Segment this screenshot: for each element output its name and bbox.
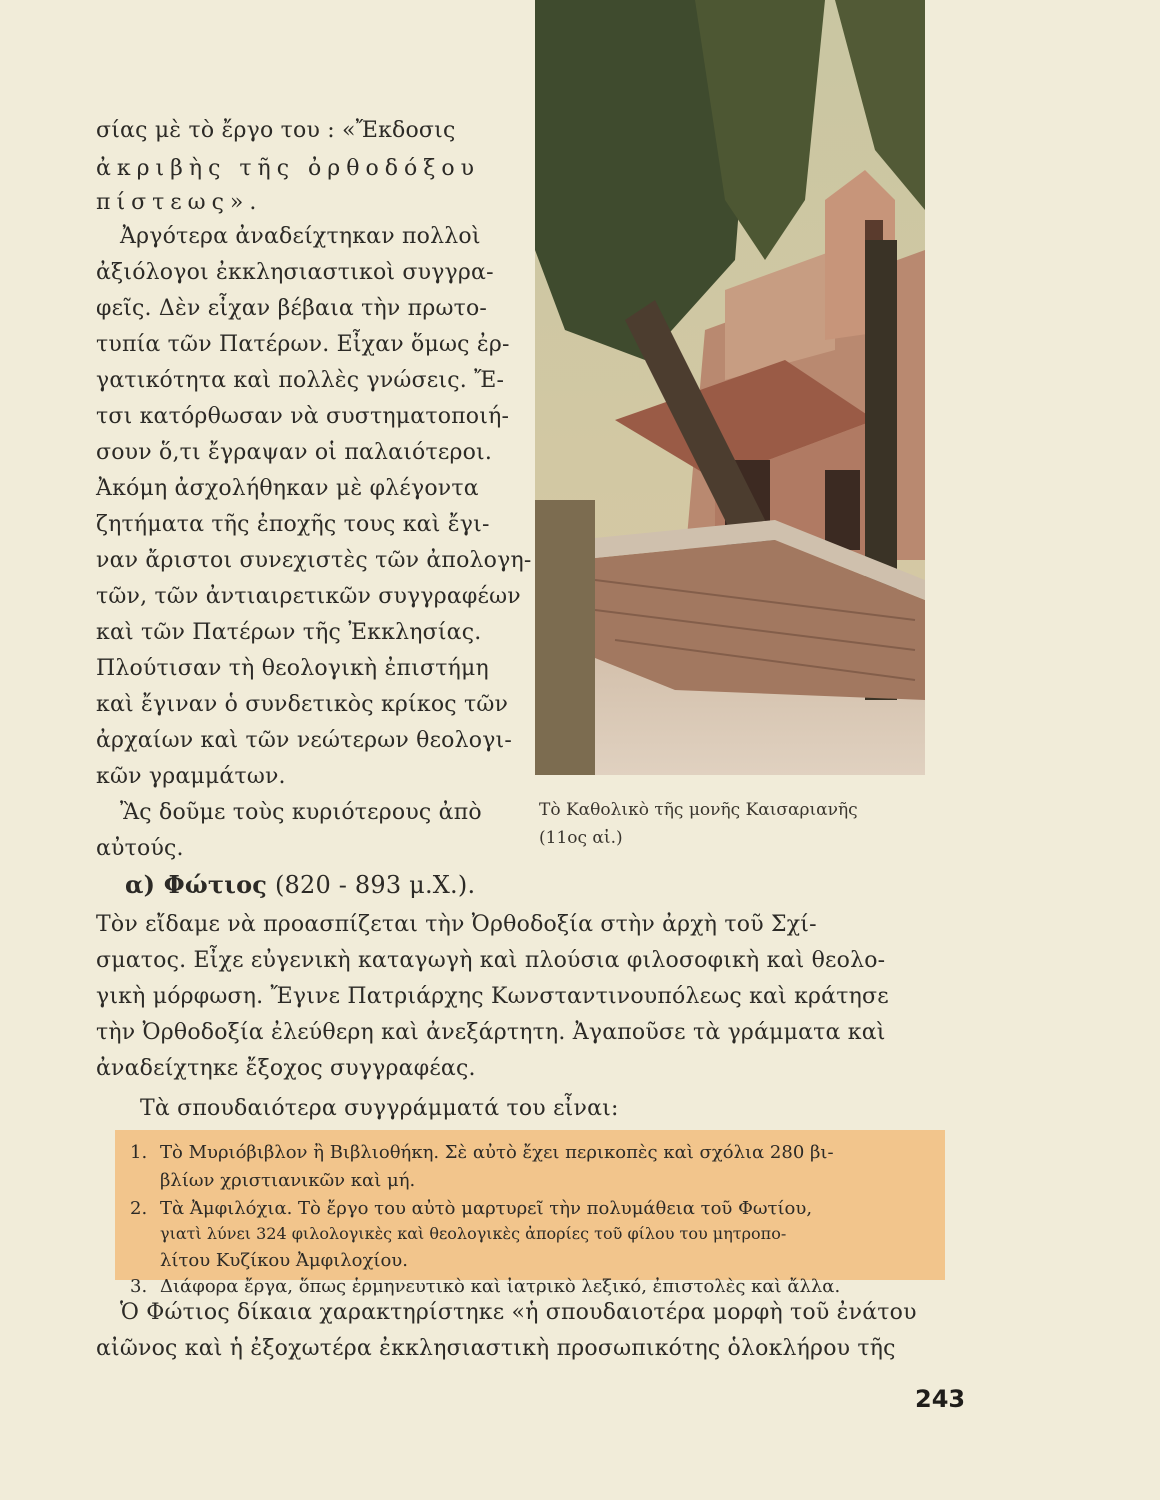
- photo-caption-date: (11ος αἰ.): [539, 828, 623, 848]
- column-line: Ἀκόμη ἀσχολήθηκαν μὲ φλέγοντα: [96, 476, 479, 501]
- monastery-illustration: [535, 0, 925, 775]
- photo-caption: Τὸ Καθολικὸ τῆς μονῆς Καισαριανῆς: [539, 800, 858, 820]
- paragraph-line: τὴν Ὀρθοδοξία ἐλεύθερη καὶ ἀνεξάρτητη. Ἀγαποῦσε τὰ γράμματα καὶ: [96, 1020, 886, 1045]
- monastery-photo: [535, 0, 925, 775]
- works-intro: Τὰ σπουδαιότερα συγγράμματά του εἶναι:: [140, 1096, 619, 1121]
- work-line: λίτου Κυζίκου Ἀμφιλοχίου.: [160, 1250, 408, 1271]
- column-line: ζητήματα τῆς ἐποχῆς τους καὶ ἔγι-: [96, 512, 490, 537]
- column-line: καὶ τῶν Πατέρων τῆς Ἐκκλησίας.: [96, 620, 482, 645]
- heading-dates: (820 - 893 μ.Χ.).: [274, 871, 476, 899]
- column-line: Ἂς δοῦμε τοὺς κυριότερους ἀπὸ: [120, 800, 482, 825]
- work-number: 3.: [130, 1276, 148, 1297]
- section-heading: [125, 870, 475, 899]
- closing-line: αἰῶνος καὶ ἡ ἐξοχωτέρα ἐκκλησιαστικὴ προσωπικότης ὁλοκλήρου τῆς: [96, 1336, 896, 1361]
- column-line: τσι κατόρθωσαν νὰ συστηματοποιή-: [96, 404, 510, 429]
- paragraph-line: ἀναδείχτηκε ἔξοχος συγγραφέας.: [96, 1056, 476, 1081]
- column-line: τυπία τῶν Πατέρων. Εἶχαν ὅμως ἐρ-: [96, 332, 510, 357]
- closing-line: Ὁ Φώτιος δίκαια χαρακτηρίστηκε «ἡ σπουδαιοτέρα μορφὴ τοῦ ἐνάτου: [120, 1300, 917, 1325]
- works-box: [115, 1130, 945, 1297]
- column-line: ἀκριβὴς τῆς ὀρθοδόξου: [96, 156, 480, 181]
- column-line: φεῖς. Δὲν εἶχαν βέβαια τὴν πρωτο-: [96, 296, 488, 321]
- work-line: βλίων χριστιανικῶν καὶ μή.: [160, 1170, 416, 1191]
- column-line: σουν ὅ,τι ἔγραψαν οἱ παλαιότεροι.: [96, 440, 493, 465]
- column-line: ναν ἄριστοι συνεχιστὲς τῶν ἀπολογη-: [96, 548, 532, 573]
- column-line: πίστεως».: [96, 190, 263, 215]
- column-line: αὐτούς.: [96, 836, 184, 861]
- column-line: σίας μὲ τὸ ἔργο του : «Ἔκδοσις: [96, 118, 456, 143]
- column-line: Πλούτισαν τὴ θεολογικὴ ἐπιστήμη: [96, 656, 489, 681]
- column-line: γατικότητα καὶ πολλὲς γνώσεις. Ἔ-: [96, 368, 505, 393]
- work-number: 2.: [130, 1198, 148, 1219]
- page-number: 243: [915, 1385, 966, 1413]
- work-line: γιατὶ λύνει 324 φιλολογικὲς καὶ θεολογικὲς ἀπορίες τοῦ φίλου του μητροπο-: [160, 1224, 787, 1243]
- column-line: Ἀργότερα ἀναδείχτηκαν πολλοὶ: [120, 224, 481, 249]
- column-line: ἀξιόλογοι ἐκκλησιαστικοὶ συγγρα-: [96, 260, 494, 285]
- heading-label: α) Φώτιος: [125, 870, 268, 899]
- column-line: κῶν γραμμάτων.: [96, 764, 286, 789]
- paragraph-line: Τὸν εἴδαμε νὰ προασπίζεται τὴν Ὀρθοδοξία στὴν ἀρχὴ τοῦ Σχί-: [96, 912, 817, 937]
- column-line: καὶ ἔγιναν ὁ συνδετικὸς κρίκος τῶν: [96, 692, 509, 717]
- work-line: Τὸ Μυριόβιβλον ἢ Βιβλιοθήκη. Σὲ αὐτὸ ἔχει περικοπὲς καὶ σχόλια 280 βι-: [160, 1142, 834, 1163]
- work-number: 1.: [130, 1142, 148, 1163]
- column-line: τῶν, τῶν ἀντιαιρετικῶν συγγραφέων: [96, 584, 521, 609]
- column-line: ἀρχαίων καὶ τῶν νεώτερων θεολογι-: [96, 728, 513, 753]
- work-line: Τὰ Ἀμφιλόχια. Τὸ ἔργο του αὐτὸ μαρτυρεῖ τὴν πολυμάθεια τοῦ Φωτίου,: [160, 1198, 813, 1219]
- paragraph-line: σματος. Εἶχε εὐγενικὴ καταγωγὴ καὶ πλούσια φιλοσοφικὴ καὶ θεολο-: [96, 948, 886, 973]
- paragraph-line: γικὴ μόρφωση. Ἔγινε Πατριάρχης Κωνσταντινουπόλεως καὶ κράτησε: [96, 984, 889, 1009]
- work-line: Διάφορα ἔργα, ὅπως ἑρμηνευτικὸ καὶ ἰατρικὸ λεξικό, ἐπιστολὲς καὶ ἄλλα.: [160, 1276, 841, 1297]
